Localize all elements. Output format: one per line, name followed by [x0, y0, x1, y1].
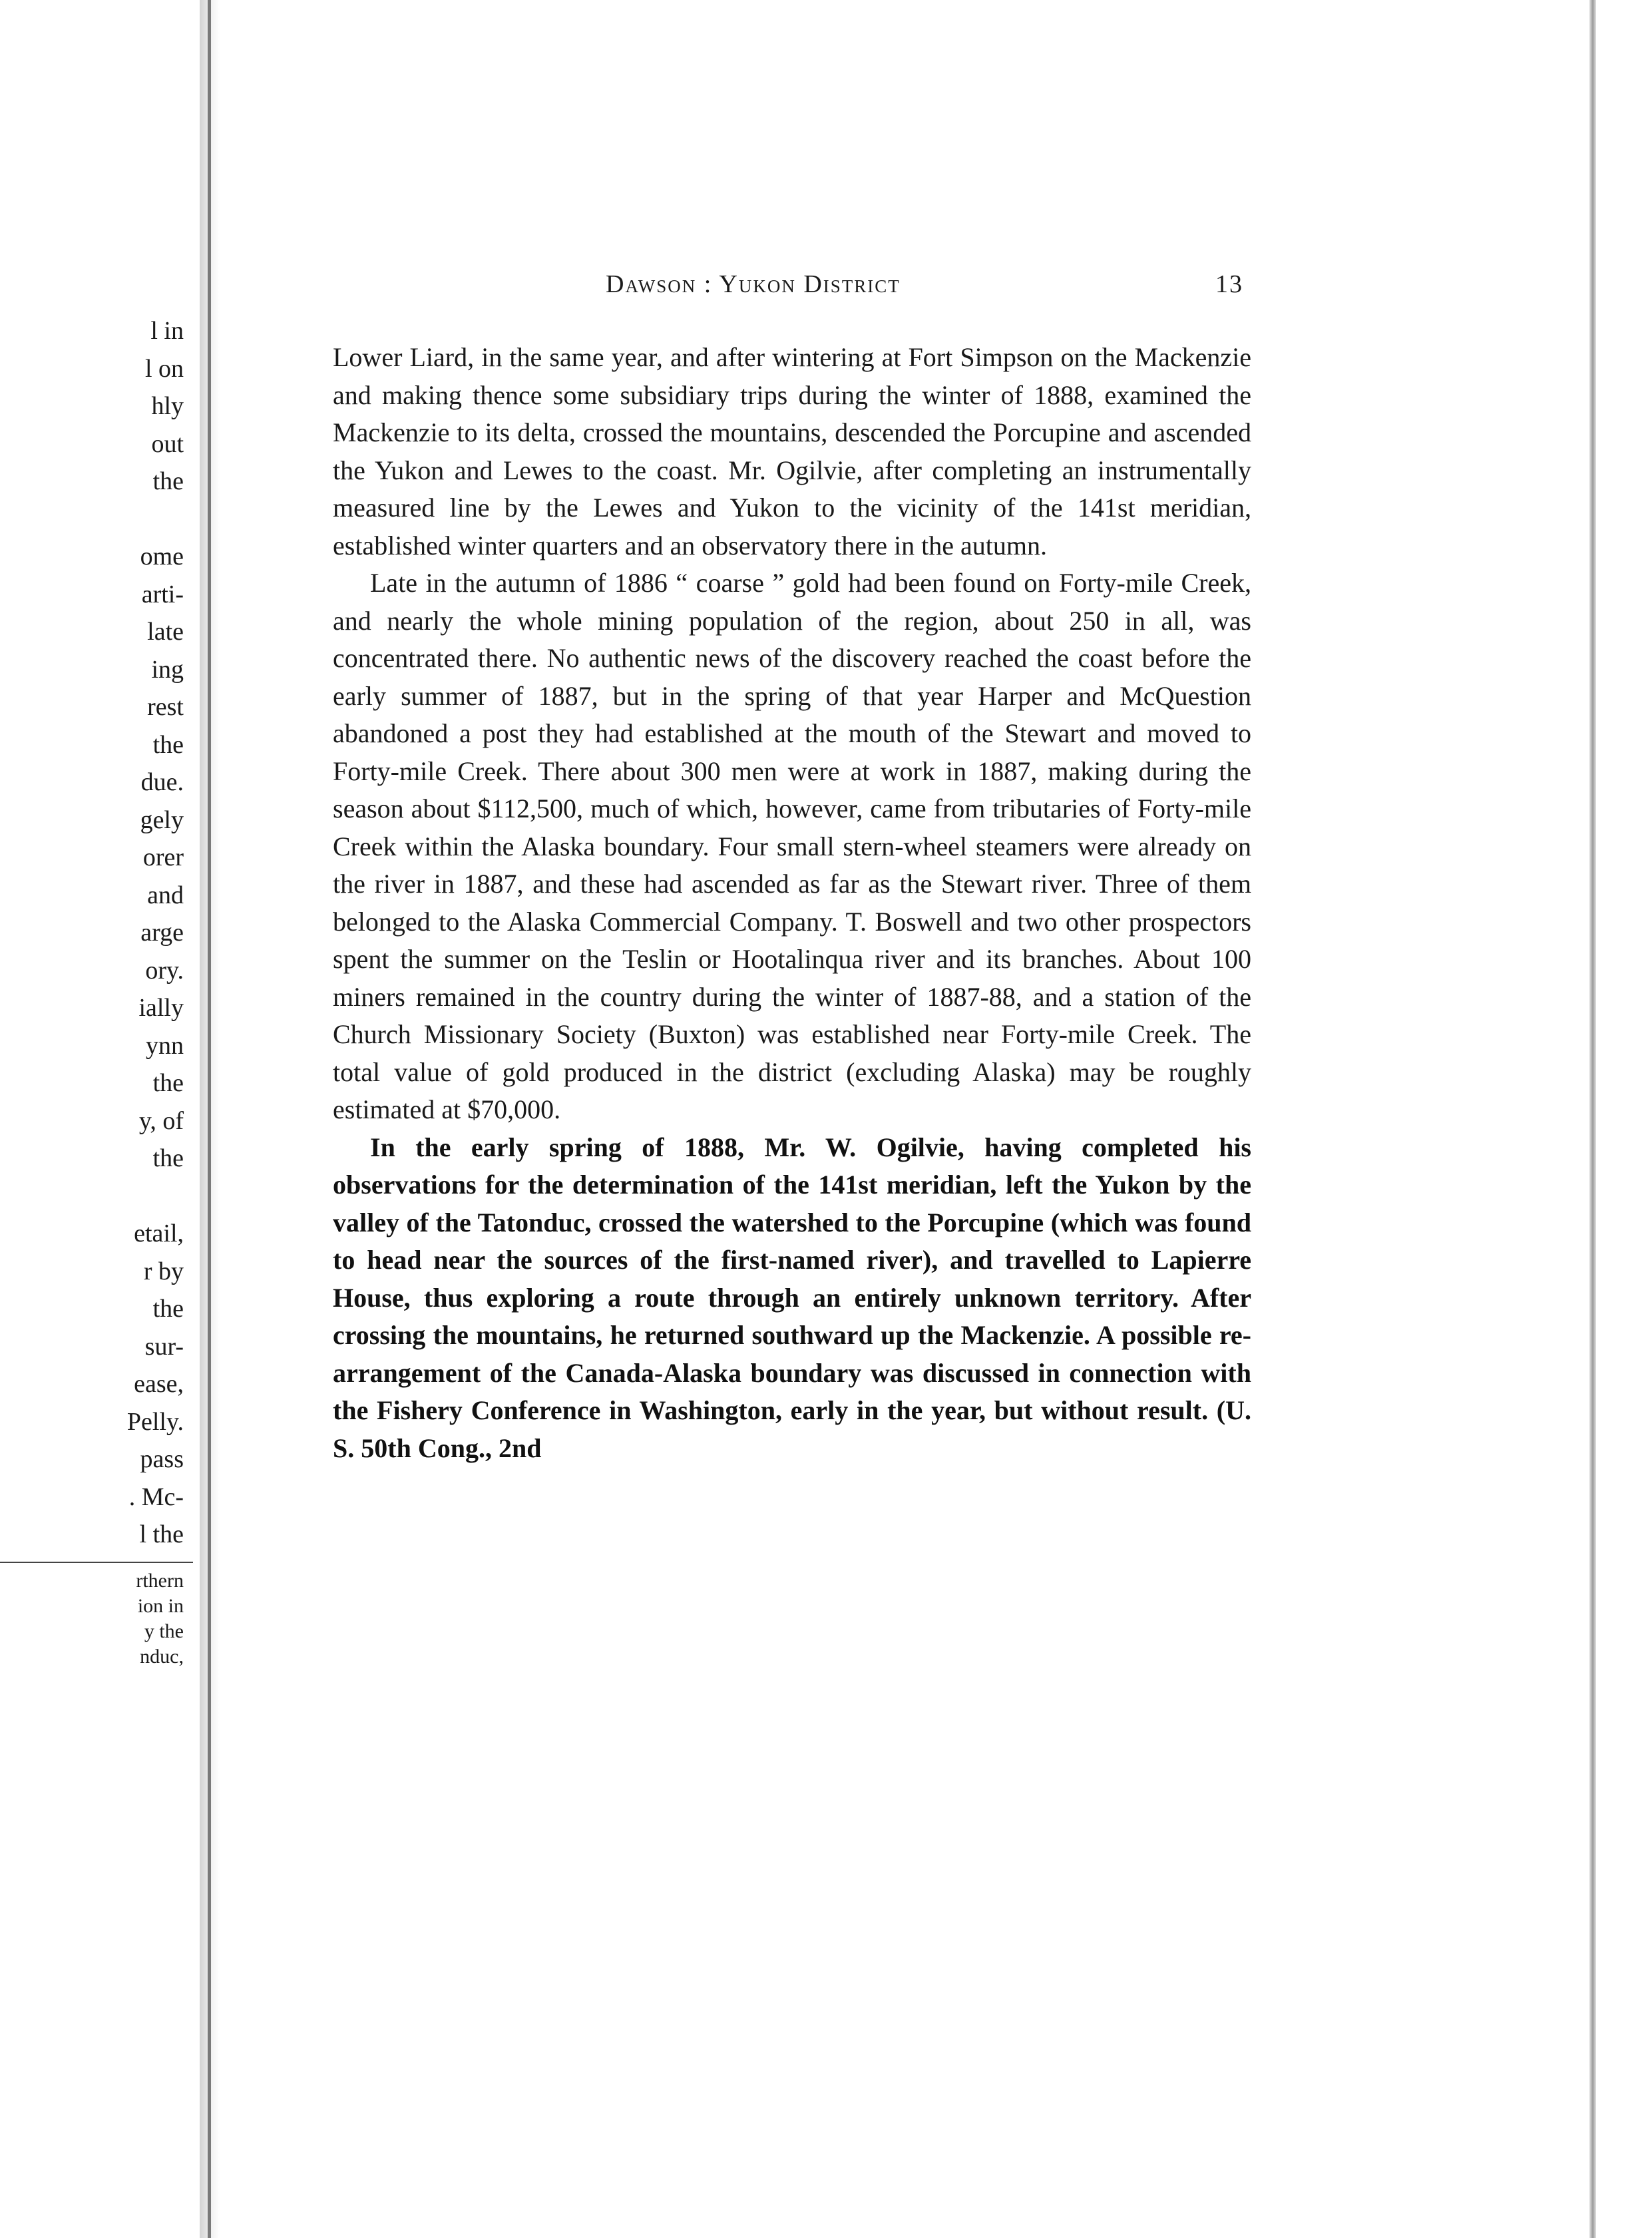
facing-page-footnote-line: rthern [136, 1569, 184, 1592]
facing-page-line: pass [140, 1445, 184, 1473]
paragraph-2: Late in the autumn of 1886 “ coarse ” gold had been found on Forty-mile Creek, and nearly the whole mining population of the region, about 250 in all, was concentrated there. No authentic news of the discovery reached the coast before the early summer of 1887, but in the spring of that year Harper and McQuestion abandoned a post they had established at the mouth of the Stewart and moved to Forty-mile Creek. There about 300 men were at work in 1887, making during the season about $112,500, much of which, however, came from tributaries of Forty-mile Creek within the Alaska boundary. Four small stern-wheel steamers were already on the river in 1887, and these had ascended as far as the Stewart river. Three of them belonged to the Alaska Commercial Company. T. Boswell and two other prospectors spent the summer on the Teslin or Hootalinqua river and its branches. About 100 miners remained in the country during the winter of 1887-88, and a station of the Church Missionary Society (Buxton) was established near Forty-mile Creek. The total value of gold produced in the district (excluding Alaska) may be roughly estimated at $70,000. [333, 568, 1251, 1124]
facing-page-line: l on [144, 354, 184, 383]
facing-page-line: late [147, 618, 184, 646]
facing-page-footnote-line: ion in [137, 1594, 184, 1617]
facing-page-line: due. [140, 768, 184, 796]
running-head-title: Dawson : Yukon District [606, 270, 901, 298]
facing-page-footnote-line: y the [144, 1620, 184, 1642]
facing-page-line: ynn [146, 1031, 184, 1060]
facing-page-line: etail, [134, 1220, 184, 1247]
facing-page-line: l in [150, 317, 184, 345]
page-right-edge [1589, 0, 1596, 2238]
facing-page-line: rest [147, 693, 184, 721]
facing-page-line: hly [151, 392, 184, 420]
paragraph-1: Lower Liard, in the same year, and after wintering at Fort Simpson on the Mackenzie and making thence some subsidiary trips during the winter of 1888, examined the Mackenzie to its delta, crossed the mountains, descended the Porcupine and ascended the Yukon and Lewes to the coast. Mr. Ogilvie, after completing an instrumentally measured line by the Lewes and Yukon to the vicinity of the 141st meridian, established winter quarters and an observatory there in the autumn. [333, 342, 1251, 560]
book-page [333, 270, 1251, 1467]
paragraph-3: In the early spring of 1888, Mr. W. Ogilvie, having completed his observations for the determination of the 141st meridian, left the Yukon by the valley of the Tatonduc, crossed the watershed to the Porcupine (which was found to head near the sources of the first-named river), and travelled to Lapierre House, thus exploring a route through an entirely unknown territory. After crossing the mountains, he returned southward up the Mackenzie. A possible re-arrangement of the Canada-Alaska boundary was discussed in connection with the Fishery Conference in Washington, early in the year, but without result. (U. S. 50th Cong., 2nd [333, 1132, 1251, 1463]
facing-page-line: out [151, 429, 184, 458]
page-gutter-line [208, 0, 211, 2238]
facing-page-line: ease, [134, 1370, 184, 1398]
facing-page-fragment [0, 316, 193, 1781]
page-number: 13 [1215, 270, 1243, 298]
facing-page-line: the [152, 1069, 184, 1097]
facing-page-line: ially [138, 994, 184, 1022]
facing-page-line: ing [151, 655, 184, 684]
facing-page-line: the [152, 467, 184, 495]
facing-page-line: gely [140, 805, 184, 834]
facing-page-line: orer [142, 843, 184, 871]
facing-page-line: arti- [141, 580, 184, 608]
facing-page-line: sur- [144, 1332, 184, 1361]
facing-page-line: r by [143, 1257, 184, 1285]
facing-page-line: the [152, 730, 184, 759]
facing-page-line: y, of [138, 1106, 184, 1135]
facing-page-line: Pelly. [126, 1407, 184, 1436]
body-text [333, 339, 1251, 1467]
facing-page-line: and [147, 881, 184, 909]
facing-page-line: . Mc- [128, 1482, 184, 1511]
facing-page-footnote-rule [0, 1562, 193, 1563]
facing-page-footnote-line: nduc, [140, 1645, 184, 1668]
facing-page-line: arge [140, 919, 184, 947]
facing-page-line: the [152, 1144, 184, 1172]
running-head [333, 270, 1251, 310]
facing-page-line: ome [140, 543, 184, 570]
facing-page-line: ory. [145, 956, 184, 985]
facing-page-line: l the [139, 1520, 184, 1548]
facing-page-line: the [152, 1295, 184, 1323]
